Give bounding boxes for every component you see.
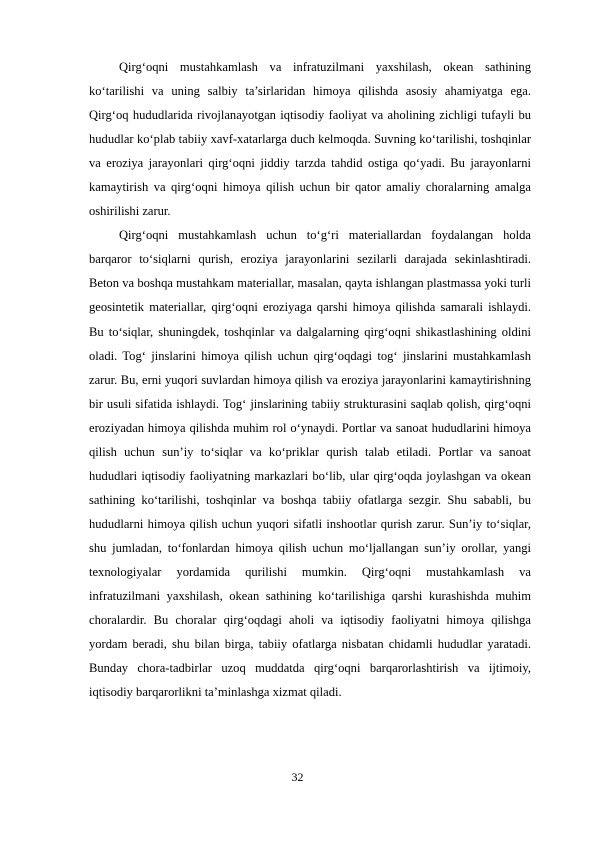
paragraph-1: Qirg‘oqni mustahkamlash va infratuzilmani yaxshilash, okean sathining ko‘tarilishi va uning salbiy ta’sirlaridan himoya qilishda asosiy ahamiyatga ega. Qirg‘oq hududlarida rivojlanayotgan iqtisodiy faoliyat va aholining zichligi tufayli bu hududlar ko‘plab tabiiy xavf-xatarlarga duch kelmoqda. Suvning ko‘tarilishi, toshqinlar va eroziya jarayonlari qirg‘oqni jiddiy tarzda tahdid ostiga qo‘yadi. Bu jarayonlarni kamaytirish va qirg‘oqni himoya qilish uchun bir qator amaliy choralarning amalga oshirilishi zarur. [89, 60, 531, 219]
paragraph-2: Qirg‘oqni mustahkamlash uchun to‘g‘ri materiallardan foydalangan holda barqaror to‘siqlarni qurish, eroziya jarayonlarini sezilarli darajada sekinlashtiradi. Beton va boshqa mustahkam materiallar, masalan, qayta ishlangan plastmassa yoki turli geosintetik materiallar, qirg‘oqni eroziyaga qarshi himoya qilishda samarali ishlaydi. Bu to‘siqlar, shuningdek, toshqinlar va dalgalarning qirg‘oqni shikastlashining oldini oladi. Tog‘ jinslarini himoya qilish uchun qirg‘oqdagi tog‘ jinslarini mustahkamlash zarur. Bu, erni yuqori suvlardan himoya qilish va eroziya jarayonlarini kamaytirishning bir usuli sifatida ishlaydi. Tog‘ jinslarining tabiiy strukturasini saqlab qolish, qirg‘oqni eroziyadan himoya qilishda muhim rol o‘ynaydi. Portlar va sanoat hududlarini himoya qilish uchun sun’iy to‘siqlar va ko‘priklar qurish talab etiladi. Portlar va sanoat hududlari iqtisodiy faoliyatning markazlari bo‘lib, ular qirg‘oqda joylashgan va okean sathining ko‘tarilishi, toshqinlar va boshqa tabiiy ofatlarga sezgir. Shu sababli, bu hududlarni himoya qilish uchun yuqori sifatli inshootlar qurish zarur. Sun’iy to‘siqlar, shu jumladan, to‘fonlardan himoya qilish uchun mo‘ljallangan sun’iy orollar, yangi texnologiyalar yordamida qurilishi mumkin. Qirg‘oqni mustahkamlash va infratuzilmani yaxshilash, okean sathining ko‘tarilishiga qarshi kurashishda muhim choralardir. Bu choralar qirg‘oqdagi aholi va iqtisodiy faoliyatni himoya qilishga yordam beradi, shu bilan birga, tabiiy ofatlarga nisbatan chidamli hududlar yaratadi. Bunday chora-tadbirlar uzoq muddatda qirg‘oqni barqarorlashtirish va ijtimoiy, iqtisodiy barqarorlikni ta’minlashga xizmat qiladi. [89, 228, 531, 700]
document-body [89, 55, 531, 704]
page-number: 32 [291, 770, 304, 784]
